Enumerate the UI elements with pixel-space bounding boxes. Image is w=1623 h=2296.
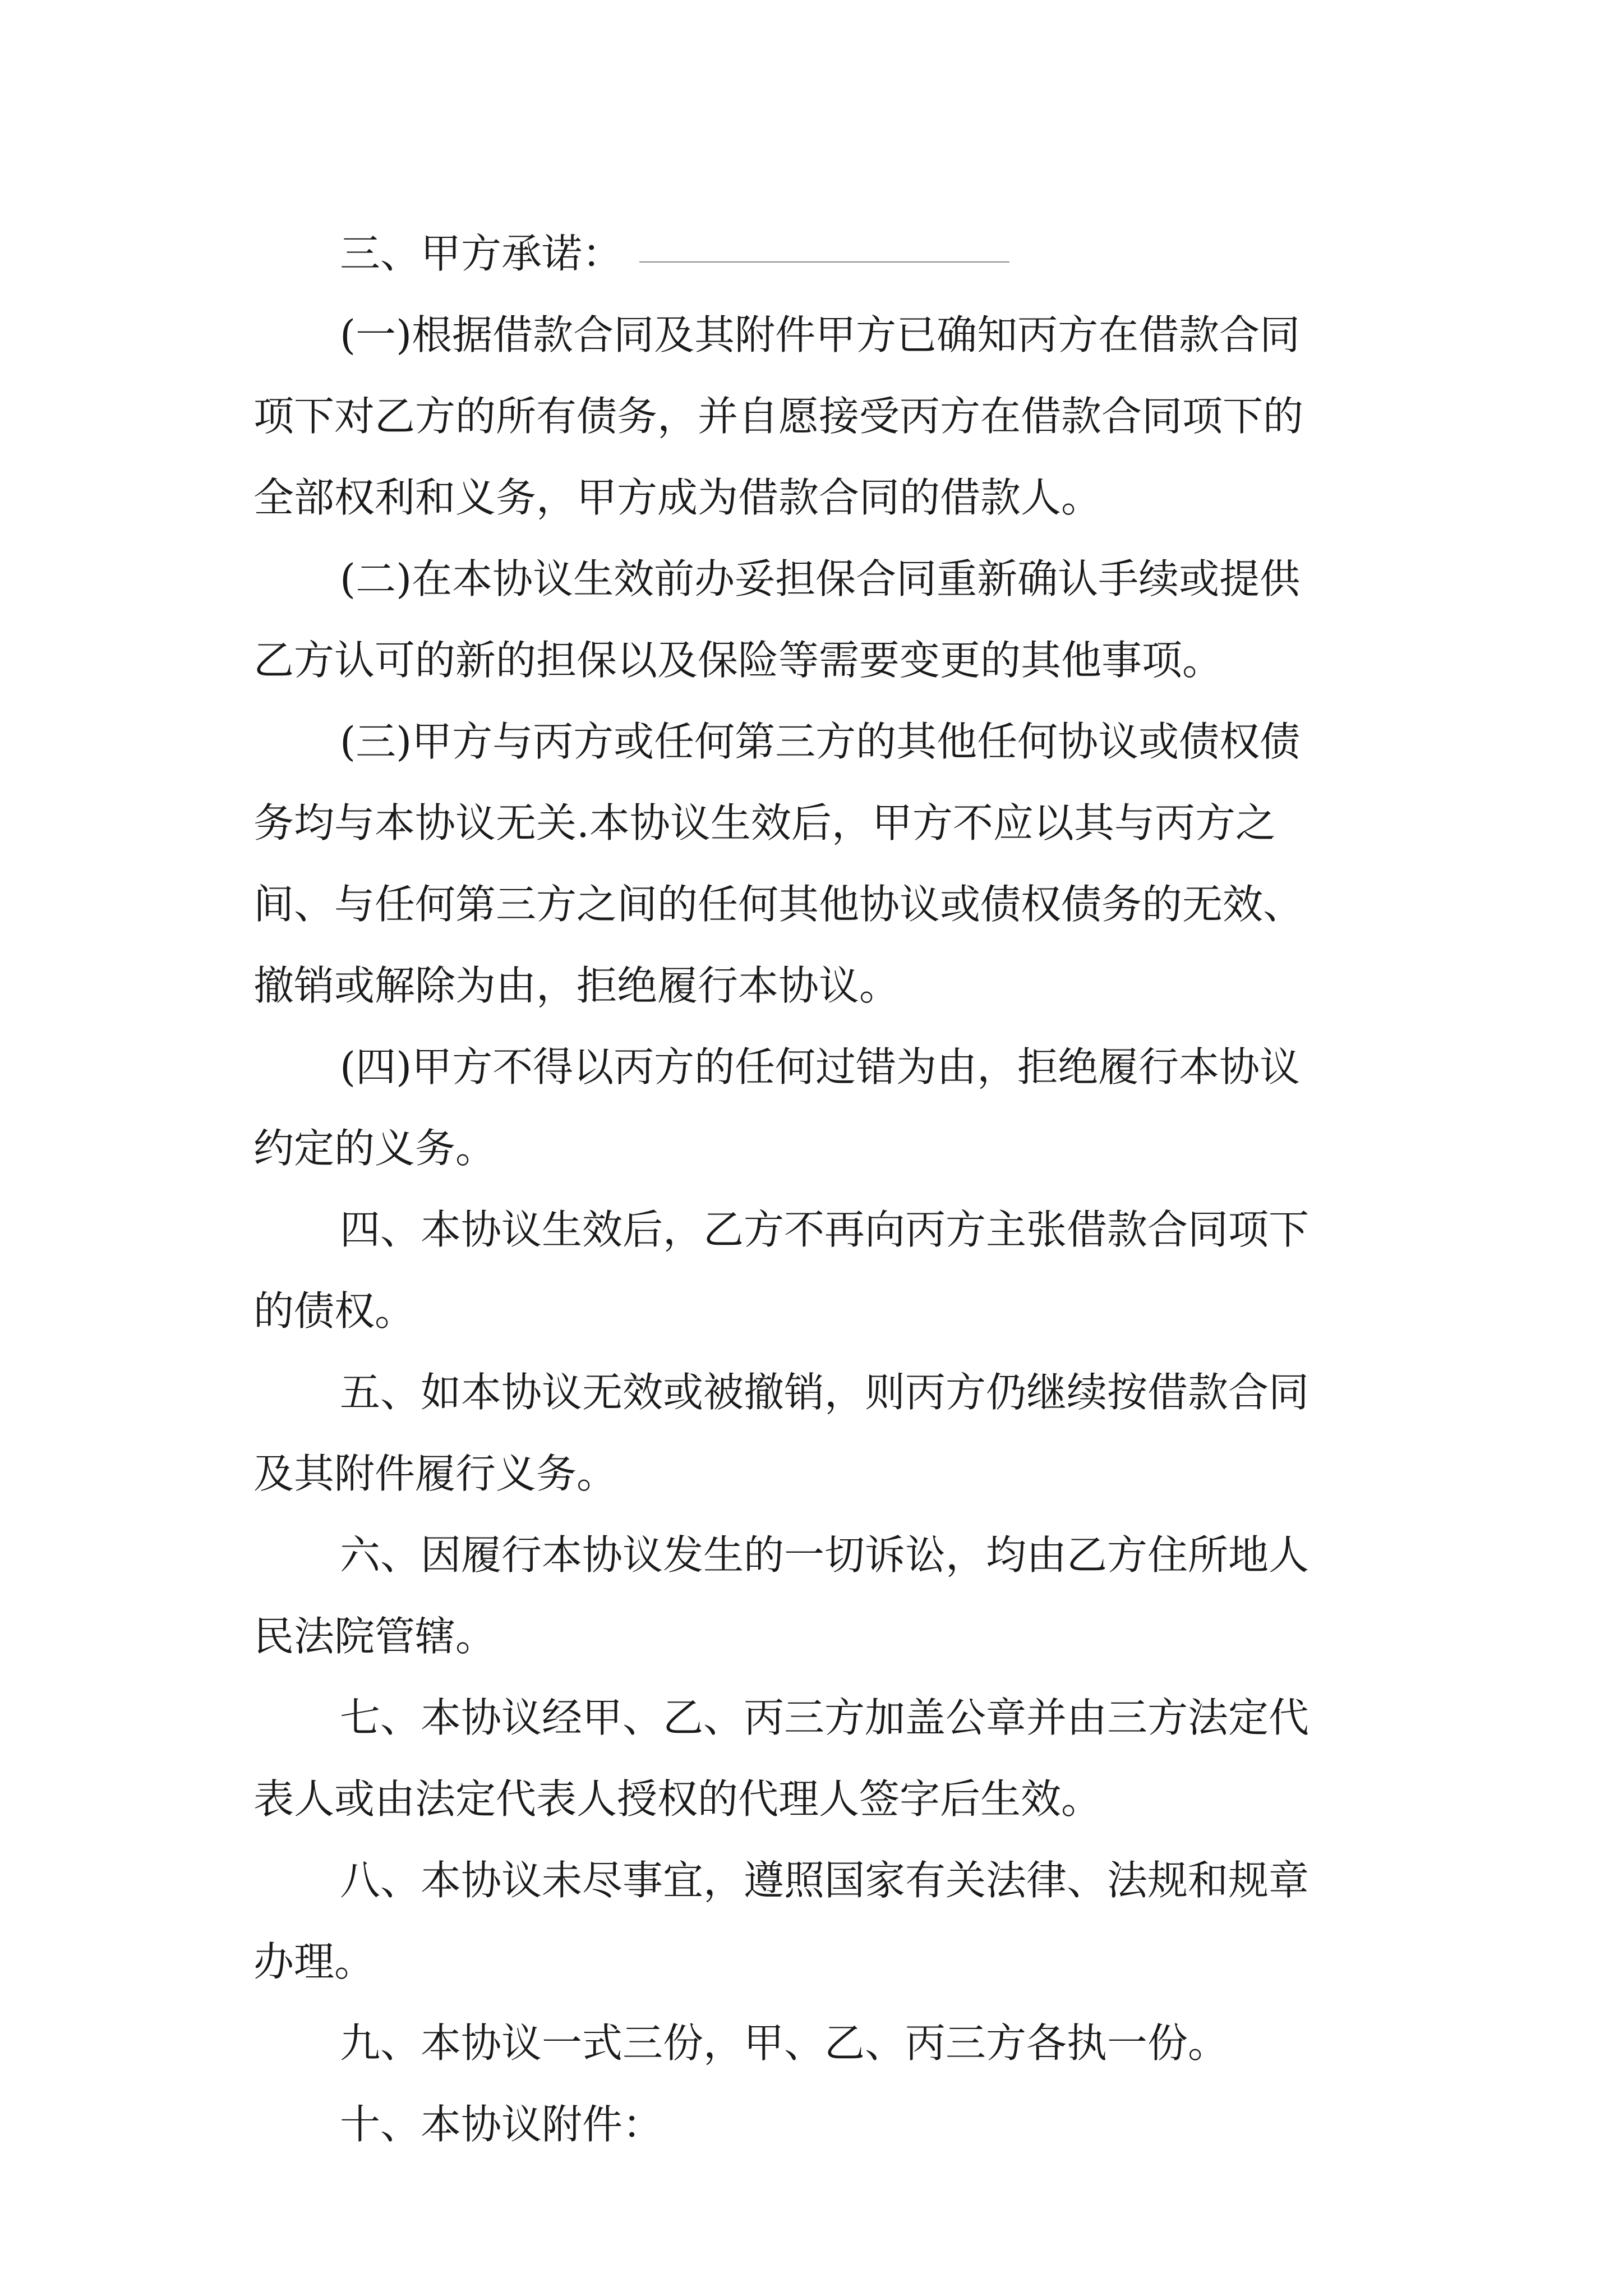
paragraph-9-line-2: 办理。 [253,1938,375,1985]
paragraph-4-line-1: (四)甲方不得以丙方的任何过错为由，拒绝履行本协议 [340,1043,1301,1091]
paragraph-3-line-4: 撤销或解除为由，拒绝履行本协议。 [253,962,900,1009]
paragraph-10-line-1: 九、本协议一式三份，甲、乙、丙三方各执一份。 [340,2019,1229,2067]
paragraph-8-line-1: 七、本协议经甲、乙、丙三方加盖公章并由三方法定代 [340,1694,1310,1741]
paragraph-4 [253,1027,1393,1189]
paragraph-7 [253,1515,1393,1677]
paragraph-4-line-2: 约定的义务。 [253,1125,496,1172]
paragraph-6-line-1: 五、如本协议无效或被撤销，则丙方仍继续按借款合同 [340,1369,1310,1416]
section-heading-3 [253,213,1393,295]
paragraph-8-line-2: 表人或由法定代表人授权的代理人签字后生效。 [253,1775,1102,1823]
paragraph-5 [253,1189,1393,1352]
paragraph-10 [253,2003,1393,2084]
document-body [253,213,1393,2165]
paragraph-7-line-2: 民法院管辖。 [253,1613,496,1660]
paragraph-3-line-1: (三)甲方与丙方或任何第三方的其他任何协议或债权债 [340,718,1301,765]
paragraph-11 [253,2084,1393,2165]
paragraph-9 [253,1840,1393,2003]
section-heading-3-text: 三、甲方承诺： [340,230,623,277]
paragraph-9-line-1: 八、本协议未尽事宜，遵照国家有关法律、法规和规章 [340,1857,1310,1904]
paragraph-1-line-3: 全部权利和义务，甲方成为借款合同的借款人。 [253,474,1102,521]
paragraph-11-line-1: 十、本协议附件： [340,2101,663,2148]
paragraph-3-line-2: 务均与本协议无关.本协议生效后，甲方不应以其与丙方之 [253,799,1276,846]
paragraph-6 [253,1352,1393,1515]
paragraph-1-line-1: (一)根据借款合同及其附件甲方已确知丙方在借款合同 [340,311,1301,358]
paragraph-7-line-1: 六、因履行本协议发生的一切诉讼，均由乙方住所地人 [340,1531,1310,1579]
paragraph-6-line-2: 及其附件履行义务。 [253,1450,617,1497]
paragraph-5-line-1: 四、本协议生效后，乙方不再向丙方主张借款合同项下 [340,1206,1310,1253]
paragraph-2-line-2: 乙方认可的新的担保以及保险等需要变更的其他事项。 [253,637,1223,684]
paragraph-2 [253,539,1393,701]
paragraph-5-line-2: 的债权。 [253,1287,416,1335]
paragraph-1 [253,295,1393,539]
paragraph-8 [253,1677,1393,1840]
paragraph-2-line-1: (二)在本协议生效前办妥担保合同重新确认手续或提供 [340,555,1301,602]
paragraph-1-line-2: 项下对乙方的所有债务，并自愿接受丙方在借款合同项下的 [253,393,1304,440]
fill-in-blank-line [639,260,1009,263]
paragraph-3-line-3: 间、与任何第三方之间的任何其他协议或债权债务的无效、 [253,881,1304,928]
paragraph-3 [253,701,1393,1027]
